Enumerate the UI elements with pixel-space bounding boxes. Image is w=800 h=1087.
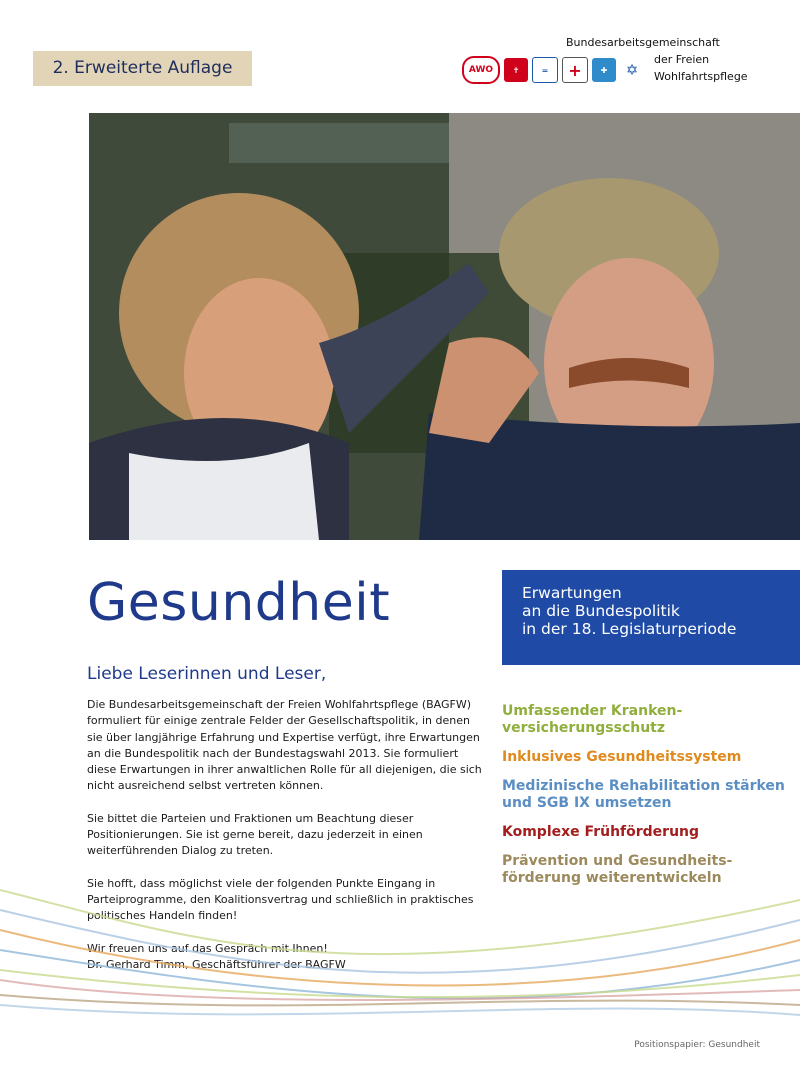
- topic-item: Umfassender Kranken- versicherungsschutz: [502, 703, 683, 736]
- expectations-line-3: in der 18. Legislaturperiode: [522, 620, 737, 638]
- paritaet-logo: =: [532, 57, 558, 83]
- closing-line: Wir freuen uns auf das Gespräch mit Ihnen!: [87, 941, 328, 955]
- topic-item: Komplexe Frühförderung: [502, 824, 700, 840]
- org-name-line-3: Wohlfahrtspflege: [654, 70, 748, 83]
- decorative-waves: [0, 880, 800, 1030]
- topic-item: Inklusives Gesundheitssystem: [502, 749, 742, 765]
- expectations-line-2: an die Bundespolitik: [522, 602, 680, 620]
- edition-badge: 2. Erweiterte Auflage: [33, 51, 252, 86]
- footer-label: Positionspapier: Gesundheit: [634, 1040, 760, 1050]
- page-title: Gesundheit: [87, 573, 391, 633]
- topic-list: [502, 703, 800, 899]
- organization-logo-block: [462, 34, 762, 92]
- expectations-line-1: Erwartungen: [522, 584, 622, 602]
- member-logos: [462, 56, 644, 84]
- drk-logo: +: [562, 57, 588, 83]
- expectations-box: [502, 570, 800, 665]
- diakonie-logo: ✚: [592, 58, 616, 82]
- intro-paragraph-2: Sie bittet die Parteien und Fraktionen um Beachtung dieser Positionierungen. Sie ist gerne bereit, dazu jederzeit in einen weiterführenden Dialog zu treten.: [87, 811, 423, 858]
- signature: Dr. Gerhard Timm, Geschäftsführer der BAGFW: [87, 957, 346, 971]
- hero-photo: [89, 113, 800, 540]
- org-name-line-1: Bundesarbeitsgemeinschaft: [566, 36, 720, 49]
- zwst-logo: ✡: [620, 58, 644, 82]
- greeting: Liebe Leserinnen und Leser,: [87, 664, 327, 684]
- caritas-logo: ✝: [504, 58, 528, 82]
- topic-item: Medizinische Rehabilitation stärken und SGB IX umsetzen: [502, 778, 785, 811]
- awo-logo: AWO: [462, 56, 500, 84]
- photo-illustration: [89, 113, 800, 540]
- intro-paragraph-3: Sie hofft, dass möglichst viele der folgenden Punkte Eingang in Parteiprogramme, den Koalitionsvertrag und schließlich in praktisches politisches Handeln finden!: [87, 876, 474, 923]
- intro-paragraph-1: Die Bundesarbeitsgemeinschaft der Freien Wohlfahrtspflege (BAGFW) formuliert für einige zentrale Felder der Gesellschaftspolitik, in denen sie über langjährige Erfahrung und Expertise verfügt, ihre Erwartungen an die Bundespolitik nach der Bundestagswahl 2013. Sie formuliert diese Erwartungen in ihrer anwaltlichen Rolle für all diejenigen, die sich nicht ausreichend selbst vertreten können.: [87, 698, 482, 793]
- topic-item: Prävention und Gesundheits- förderung weiterentwickeln: [502, 853, 733, 886]
- org-name-line-2: der Freien: [654, 53, 710, 66]
